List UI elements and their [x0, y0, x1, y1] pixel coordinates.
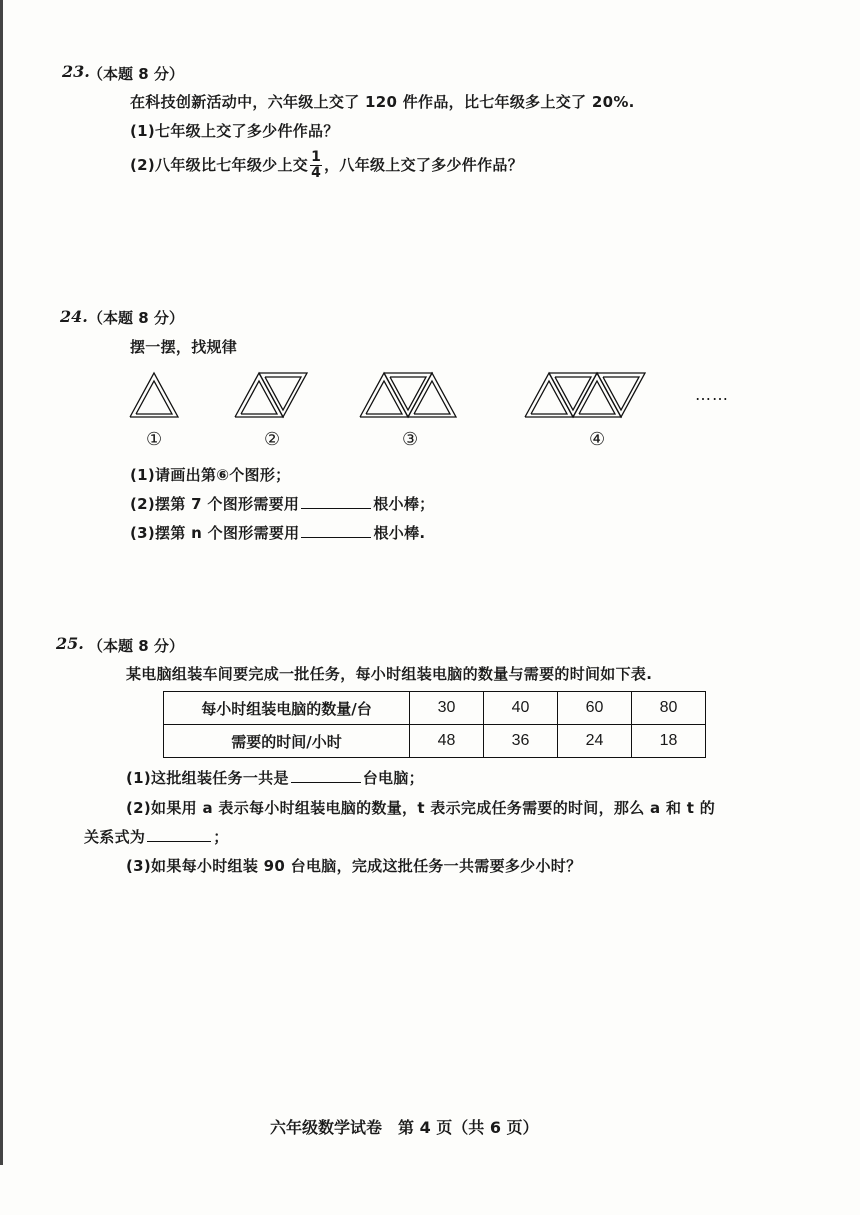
q25-part2-line2-before: 关系式为	[84, 828, 146, 846]
q25-header: （本题 8 分）	[88, 637, 184, 655]
table-cell: 48	[410, 725, 484, 758]
q24-part3	[130, 522, 425, 543]
q25-part1-blank[interactable]	[291, 781, 361, 783]
figure-3	[360, 373, 456, 417]
table-cell: 30	[410, 692, 484, 725]
q24-header: （本题 8 分）	[88, 309, 184, 327]
q24-part2-before: (2)摆第 7 个图形需要用	[130, 495, 300, 513]
q25-part1	[126, 767, 424, 788]
figure-label-3: ③	[402, 429, 419, 450]
table-cell: 80	[632, 692, 706, 725]
matchstick-figures	[120, 365, 680, 430]
q23-intro: 在科技创新活动中，六年级上交了 120 件作品，比七年级多上交了 20%.	[130, 93, 635, 111]
q25-part2-line2-after: ；	[213, 828, 229, 846]
q24-number: 24.	[60, 307, 88, 326]
q25-intro: 某电脑组装车间要完成一批任务，每小时组装电脑的数量与需要的时间如下表.	[126, 665, 653, 683]
table-cell: 60	[558, 692, 632, 725]
q24-intro: 摆一摆，找规律	[130, 338, 238, 356]
q24-part3-before: (3)摆第 n 个图形需要用	[130, 524, 300, 542]
figure-label-1: ①	[146, 429, 163, 450]
table-cell: 36	[484, 725, 558, 758]
table-row2-header: 需要的时间/小时	[164, 725, 410, 758]
table-row	[164, 725, 706, 758]
q23-number: 23.	[62, 62, 90, 81]
table-cell: 24	[558, 725, 632, 758]
q25-part2-line2	[84, 826, 229, 847]
q23-frac-num: 1	[311, 149, 322, 165]
figure-ellipsis: ……	[695, 385, 729, 404]
page-left-edge	[0, 0, 3, 1165]
figure-label-4: ④	[589, 429, 606, 450]
q25-part3: (3)如果每小时组装 90 台电脑，完成这批任务一共需要多少小时？	[126, 857, 582, 875]
q23-part2	[130, 150, 523, 181]
q25-part2-line1: (2)如果用 a 表示每小时组装电脑的数量，t 表示完成任务需要的时间，那么 a 和 t 的	[126, 799, 716, 817]
assembly-table	[163, 691, 706, 758]
q25-part1-after: 台电脑；	[362, 769, 424, 787]
q24-part2-blank[interactable]	[301, 507, 371, 509]
figure-4	[525, 373, 645, 417]
q24-part1: (1)请画出第⑥个图形；	[130, 466, 291, 484]
table-row1-header: 每小时组装电脑的数量/台	[164, 692, 410, 725]
q25-number: 25.	[56, 634, 84, 653]
q23-part1: (1)七年级上交了多少件作品？	[130, 122, 339, 140]
figure-label-2: ②	[264, 429, 281, 450]
table-cell: 40	[484, 692, 558, 725]
q23-frac-den: 4	[311, 165, 322, 181]
q24-part2-after: 根小棒；	[373, 495, 435, 513]
figure-2	[235, 373, 307, 417]
table-cell: 18	[632, 725, 706, 758]
q25-part2-blank[interactable]	[147, 840, 211, 842]
page-footer: 六年级数学试卷 第 4 页（共 6 页）	[270, 1118, 539, 1137]
q24-part3-blank[interactable]	[301, 536, 371, 538]
q23-part2-after: ，八年级上交了多少件作品？	[324, 156, 524, 174]
table-row	[164, 692, 706, 725]
q24-part3-after: 根小棒.	[373, 524, 426, 542]
figure-1	[130, 373, 178, 417]
q23-fraction	[310, 150, 322, 181]
q25-part1-before: (1)这批组装任务一共是	[126, 769, 289, 787]
q23-part2-before: (2)八年级比七年级少上交	[130, 156, 309, 174]
q24-part2	[130, 493, 434, 514]
q23-header: （本题 8 分）	[88, 65, 184, 83]
